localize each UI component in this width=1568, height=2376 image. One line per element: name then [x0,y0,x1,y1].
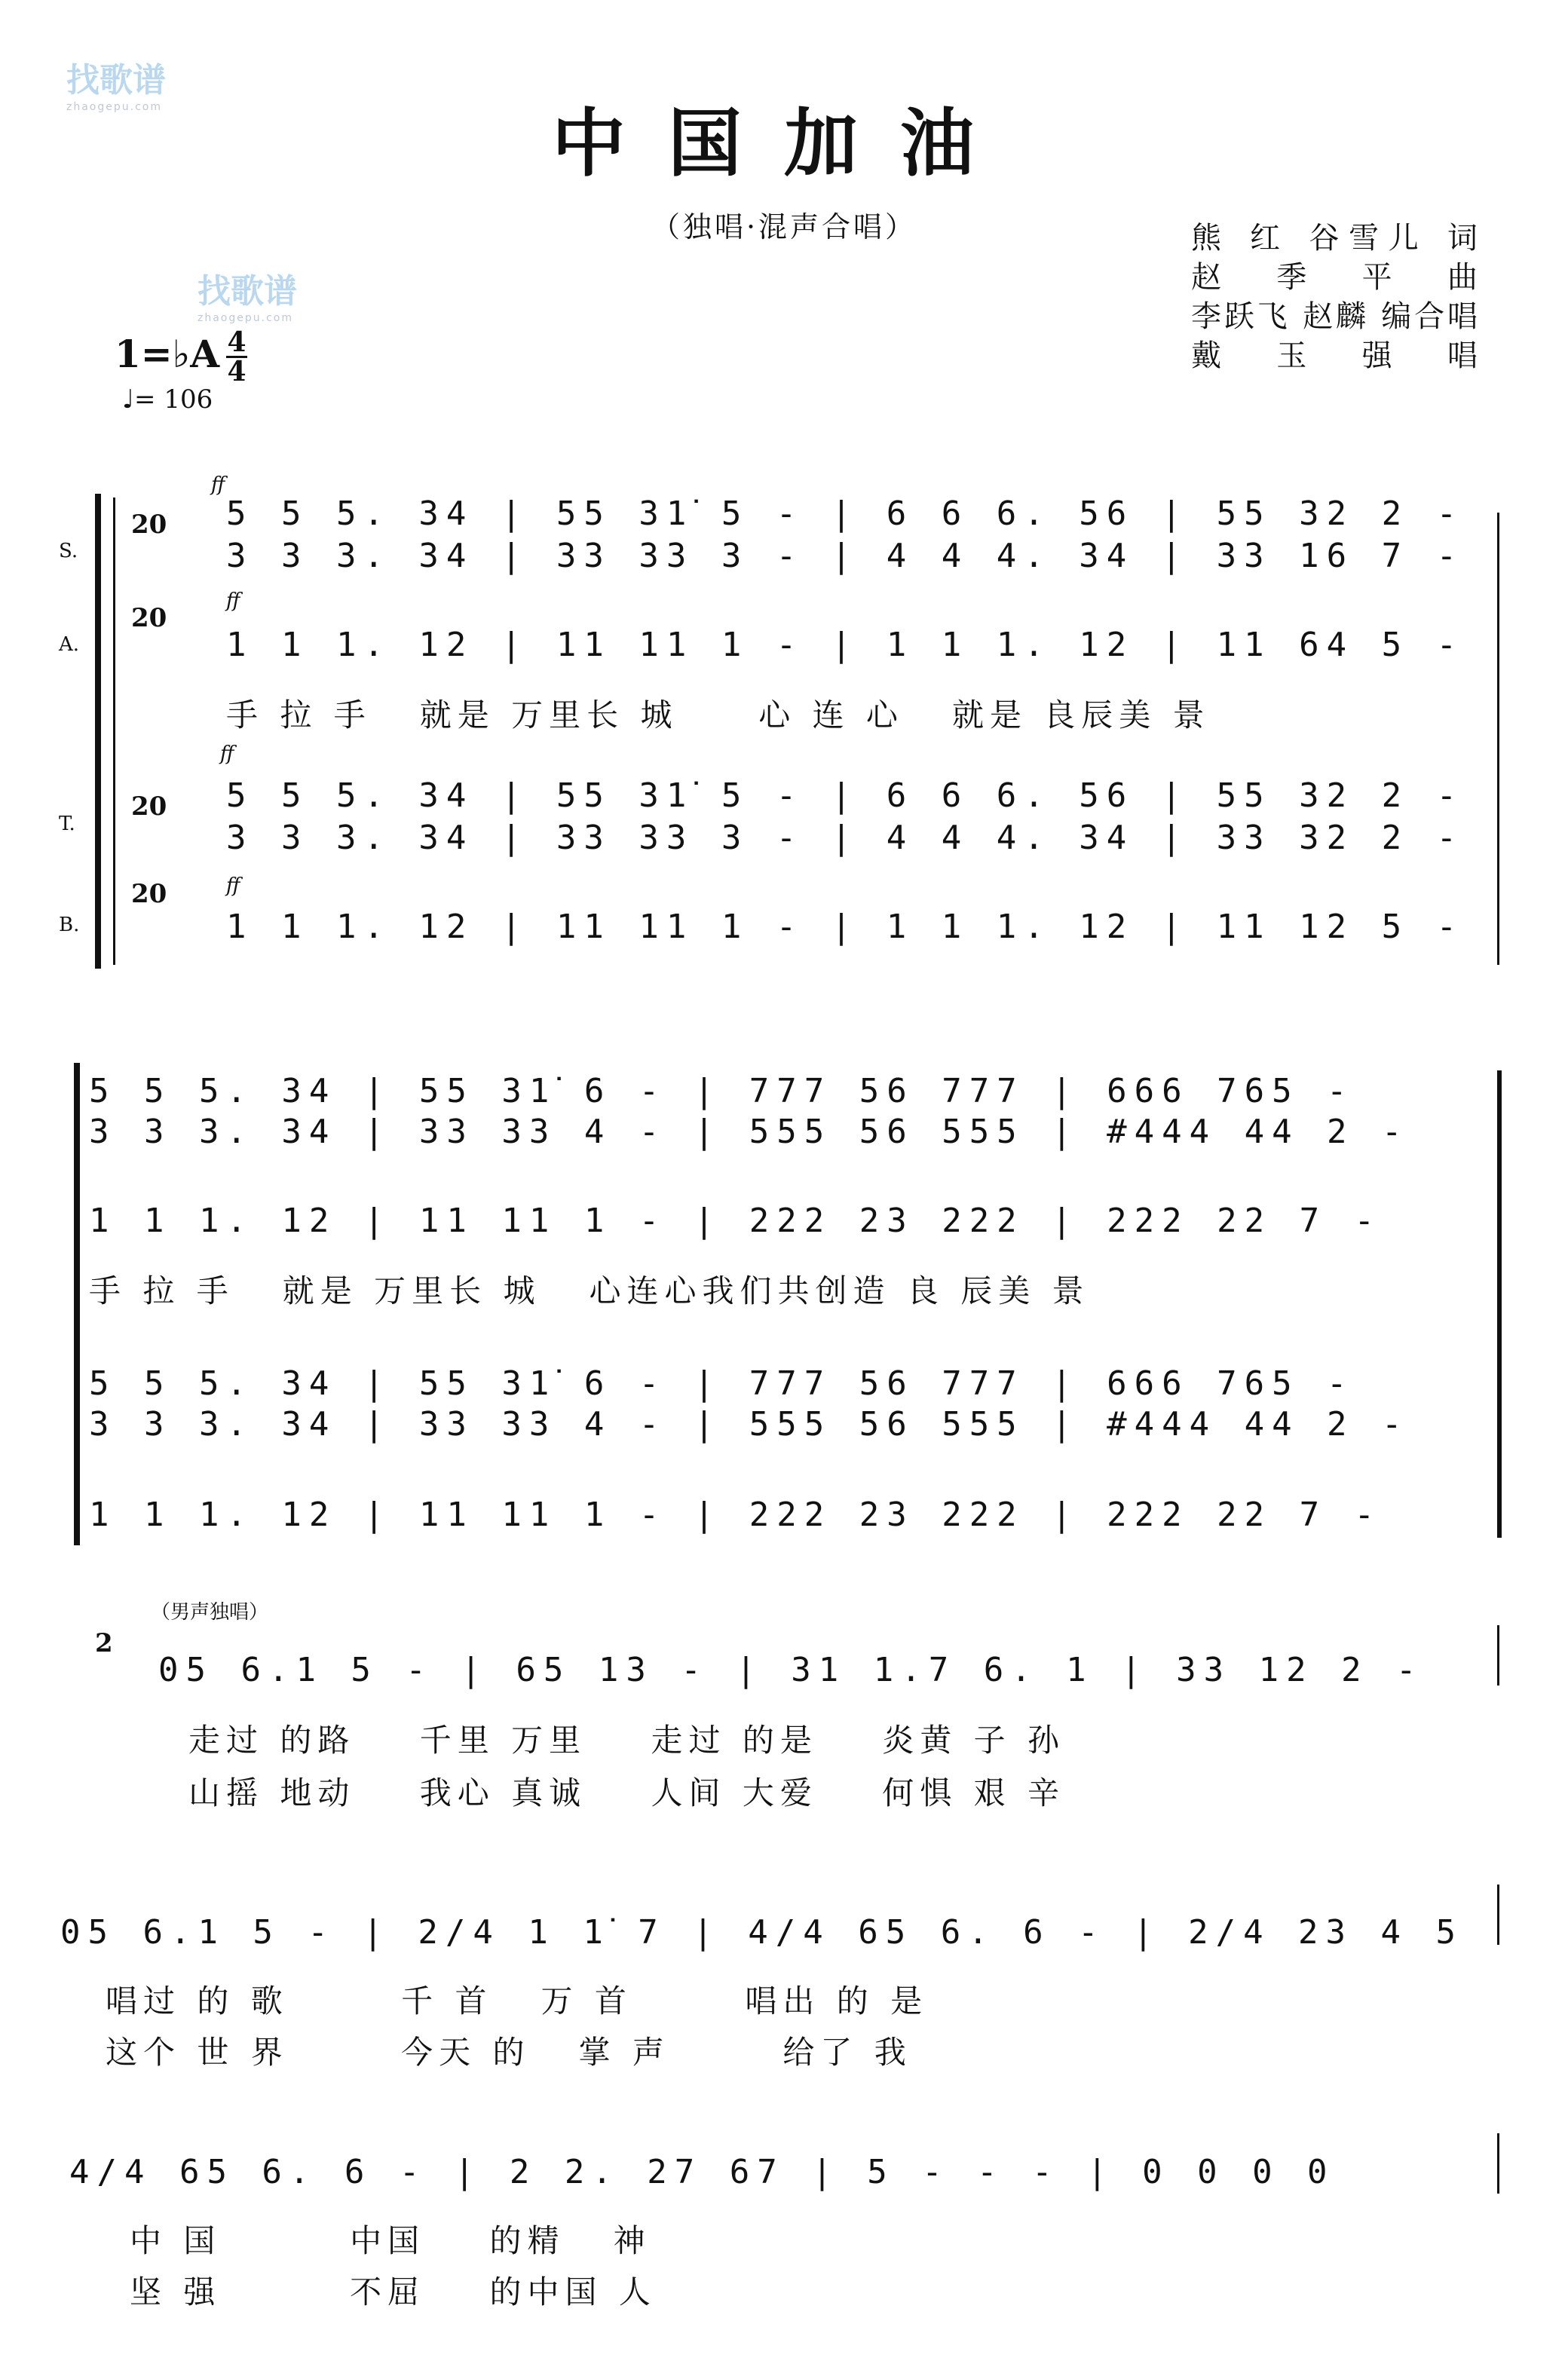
end-barline-solo1 [1497,1625,1499,1686]
watermark-logo [66,53,166,113]
tenor-line-2-sys2: 3 3 3. 34 | 33 33 4 - | 555 56 555 | #444 44 2 - [89,1405,1410,1444]
measure-number-a: 20 [131,603,167,633]
solo1-notes: 05 6.1 5 - | 65 13 - | 31 1.7 6. 1 | 33 12 2 - [158,1651,1424,1689]
watermark-site: zhaogepu.com [66,101,162,113]
credit-singer: 戴 玉 强 唱 [1191,338,1478,373]
solo2-lyric-2: 这个 世 界 今天 的 掌 声 给了 我 [106,2034,912,2071]
soprano-line-2-sys2: 3 3 3. 34 | 33 33 4 - | 555 56 555 | #444 44 2 - [89,1113,1410,1151]
voice-label-a: A. [59,633,80,656]
soprano-line-1-sys2: 5 5 5. 34 | 55 31̇ 6 - | 777 56 777 | 666 765 - [89,1072,1355,1110]
dynamic-ff-b: ff [226,874,240,897]
credit-lyricist: 熊 红 谷雪儿 词 [1191,221,1478,256]
measure-number-solo: 2 [95,1628,113,1658]
time-top: 4 [227,326,247,358]
system-2-bracket [74,1063,80,1545]
lyric-line-sys1: 手 拉 手 就是 万里长 城 心 连 心 就是 良辰美 景 [226,697,1211,733]
solo2-lyric-1: 唱过 的 歌 千 首 万 首 唱出 的 是 [106,1983,929,2019]
subtitle: （独唱·混声合唱） [651,210,917,243]
watermark-text: 找歌谱 [66,61,166,100]
measure-number-b: 20 [131,879,167,909]
tenor-line-1: 5 5 5. 34 | 55 31̇ 5 - | 6 6 6. 56 | 55 32 2 - [226,776,1465,815]
solo3-notes: 4/4 65 6. 6 - | 2 2. 27 67 | 5 - - - | 0 0 0 0 [69,2153,1335,2191]
measure-number: 20 [131,510,167,540]
bass-line: 1 1 1. 12 | 11 11 1 - | 1 1 1. 12 | 11 12 5 - [226,908,1465,946]
dynamic-ff-t: ff [220,742,234,765]
system-1-brace [113,498,115,965]
tenor-line-1-sys2: 5 5 5. 34 | 55 31̇ 6 - | 777 56 777 | 666 765 - [89,1364,1355,1403]
dynamic-ff-s: ff [211,473,225,496]
solo-annotation: （男声独唱） [151,1601,269,1624]
solo1-lyric-2: 山摇 地动 我心 真诚 人间 大爱 何惧 艰 辛 [188,1774,1065,1811]
soprano-line-1: 5 5 5. 34 | 55 31̇ 5 - | 6 6 6. 56 | 55 32 2 - [226,494,1465,533]
soprano-line-2: 3 3 3. 34 | 33 33 3 - | 4 4 4. 34 | 33 16 7 - [226,537,1465,575]
credit-composer: 赵 季 平 曲 [1191,260,1478,295]
credit-arranger: 李跃飞 赵麟 编合唱 [1191,299,1478,334]
solo3-lyric-1: 中 国 中国 的精 神 [130,2222,651,2259]
tenor-line-2: 3 3 3. 34 | 33 33 3 - | 4 4 4. 34 | 33 32 2 - [226,819,1465,857]
time-signature [226,326,247,387]
solo2-notes: 05 6.1 5 - | 2/4 1 1̇ 7 | 4/4 65 6. 6 - | 2/4 23 4 5 [60,1913,1464,1952]
solo1-lyric-1: 走过 的路 千里 万里 走过 的是 炎黄 子 孙 [188,1722,1065,1759]
solo3-lyric-2: 坚 强 不屈 的中国 人 [130,2273,657,2310]
system-1-bracket [95,494,101,969]
voice-label-t: T. [59,813,75,835]
watermark-logo-2 [198,264,297,324]
key-signature: 1=♭A [115,332,220,376]
alto-line-sys2: 1 1 1. 12 | 11 11 1 - | 222 23 222 | 222 22 7 - [89,1202,1383,1240]
credits [1191,219,1478,375]
end-barline-solo2 [1497,1885,1499,1945]
alto-line: 1 1 1. 12 | 11 11 1 - | 1 1 1. 12 | 11 64 5 - [226,626,1465,664]
page-title: 中国加油 [551,100,1016,187]
watermark-text-2: 找歌谱 [198,272,297,311]
measure-number-t: 20 [131,791,167,822]
time-bottom: 4 [227,356,247,387]
watermark-site-2: zhaogepu.com [198,312,293,324]
bass-line-sys2: 1 1 1. 12 | 11 11 1 - | 222 23 222 | 222 22 7 - [89,1496,1383,1534]
end-barline-sys1 [1497,513,1499,965]
dynamic-ff-a: ff [226,589,240,612]
voice-label-s: S. [59,540,78,562]
voice-label-b: B. [59,914,80,936]
lyric-line-sys2: 手 拉 手 就是 万里长 城 心连心我们共创造 良 辰美 景 [89,1272,1090,1309]
tempo-marking: ♩= 106 [122,384,213,415]
end-barline-solo3 [1497,2133,1499,2194]
end-barline-sys2 [1497,1070,1502,1538]
